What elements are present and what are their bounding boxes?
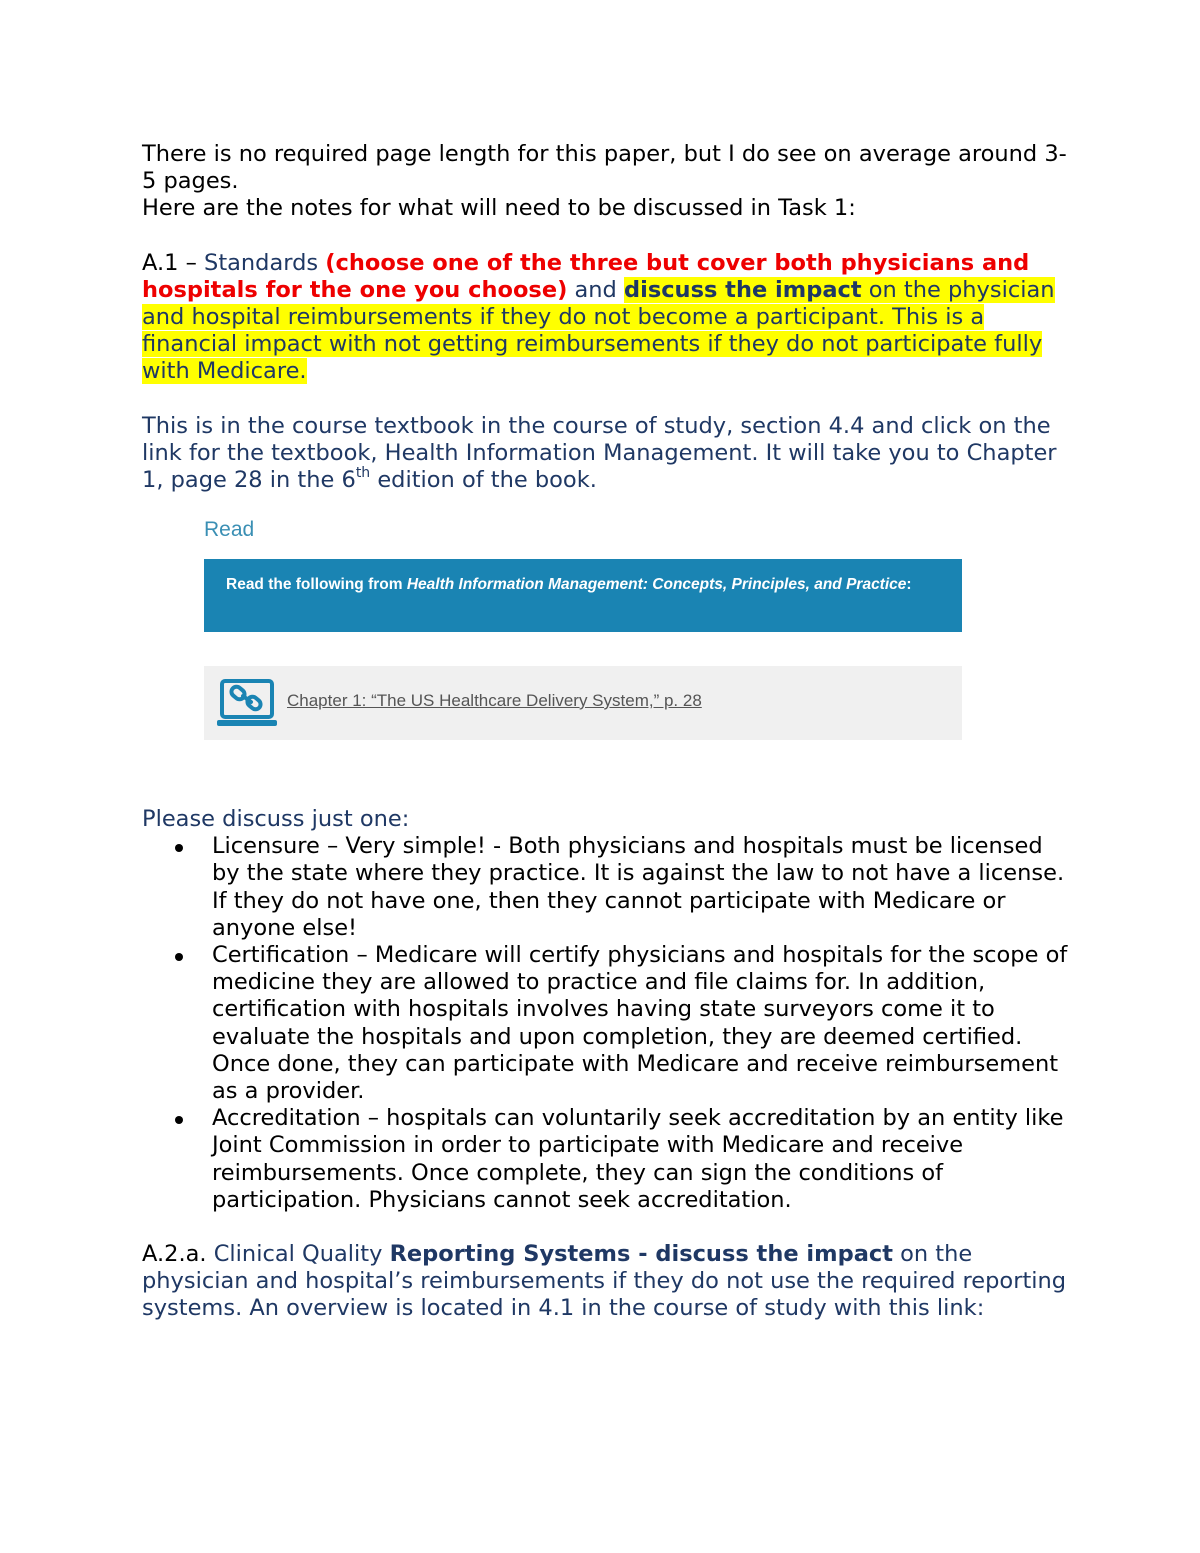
discussion-section <box>142 806 1072 1323</box>
list-item-text: Accreditation – hospitals can voluntarily seek accreditation by an entity like Joint Commission in order to participate with Medicare and receive reimbursements. Once complete, they can sign the conditions of participation. Physicians cannot seek accreditation. <box>212 1105 1064 1213</box>
a2-title-plain: Clinical Quality <box>213 1241 390 1268</box>
intro-line-2: Here are the notes for what will need to be discussed in Task 1: <box>142 195 856 222</box>
banner-book-title: Health Information Management: Concepts, Principles, and Practice <box>406 576 907 593</box>
link-chain-laptop-icon <box>216 678 278 728</box>
bullet-icon <box>175 953 183 961</box>
textbook-text-end: edition of the book. <box>370 467 597 494</box>
section-a2a <box>142 1241 1072 1323</box>
a2-dash: - <box>630 1241 656 1268</box>
textbook-note <box>142 413 1067 495</box>
banner-prefix: Read the following from <box>226 576 407 593</box>
textbook-sup: th <box>355 464 371 481</box>
a1-highlight-text: on the physician and hospital reimbursements if they do not become a participant. This is a financial impact with not getting reimbursements if they do not participate fully with Medicare. <box>142 276 1055 385</box>
a1-and: and <box>567 276 624 303</box>
bullet-icon <box>175 844 183 852</box>
textbook-text: This is in the course textbook in the course of study, section 4.4 and click on the link for the textbook, Health Information Management. It will take you to Chapter 1, page 28 in the 6 <box>142 412 1057 494</box>
discuss-heading: Please discuss just one: <box>142 806 410 832</box>
a2-title-bold: Reporting Systems <box>389 1241 631 1268</box>
a2-bold-impact: discuss the impact <box>655 1241 893 1268</box>
document-body <box>142 141 1067 494</box>
discuss-list <box>142 833 1072 1214</box>
embed-read-banner <box>204 559 962 632</box>
list-item-licensure <box>142 833 1072 942</box>
a1-red-note: (choose one of the three but cover both physicians and hospitals for the one you choose) <box>142 249 1030 303</box>
bullet-icon <box>175 1116 183 1124</box>
a1-title: Standards <box>204 249 326 276</box>
section-a1 <box>142 250 1067 386</box>
list-item-accreditation <box>142 1105 1072 1214</box>
chapter-link-box[interactable] <box>204 666 962 740</box>
a2-label: A.2.a. <box>142 1241 214 1268</box>
intro-line-1: There is no required page length for this paper, but I do see on average around 3-5 pages. <box>142 141 1067 195</box>
banner-suffix: : <box>906 576 912 593</box>
a1-bold-highlight: discuss the impact <box>624 276 862 303</box>
list-item-text: Licensure – Very simple! - Both physicians and hospitals must be licensed by the state where they practice. It is against the law to not have a license. If they do not have one, then they cannot participate with Medicare or anyone else! <box>212 833 1065 941</box>
list-item-certification <box>142 942 1072 1105</box>
embedded-screenshot <box>204 512 964 742</box>
chapter-link[interactable]: Chapter 1: “The US Healthcare Delivery System,” p. 28 <box>287 691 702 710</box>
a2-rest: on the physician and hospital’s reimbursements if they do not use the required reporting systems. An overview is located in 4.1 in the course of study with this link: <box>142 1241 1067 1322</box>
embed-read-title: Read <box>204 518 255 541</box>
list-item-text: Certification – Medicare will certify physicians and hospitals for the scope of medicine they are allowed to practice and file claims for. In addition, certification with hospitals involves having state surveyors come it to evaluate the hospitals and upon completion, they are deemed certified. Once done, they can participate with Medicare and receive reimbursement as a provider. <box>212 942 1068 1105</box>
a1-label: A.1 – <box>142 249 205 276</box>
